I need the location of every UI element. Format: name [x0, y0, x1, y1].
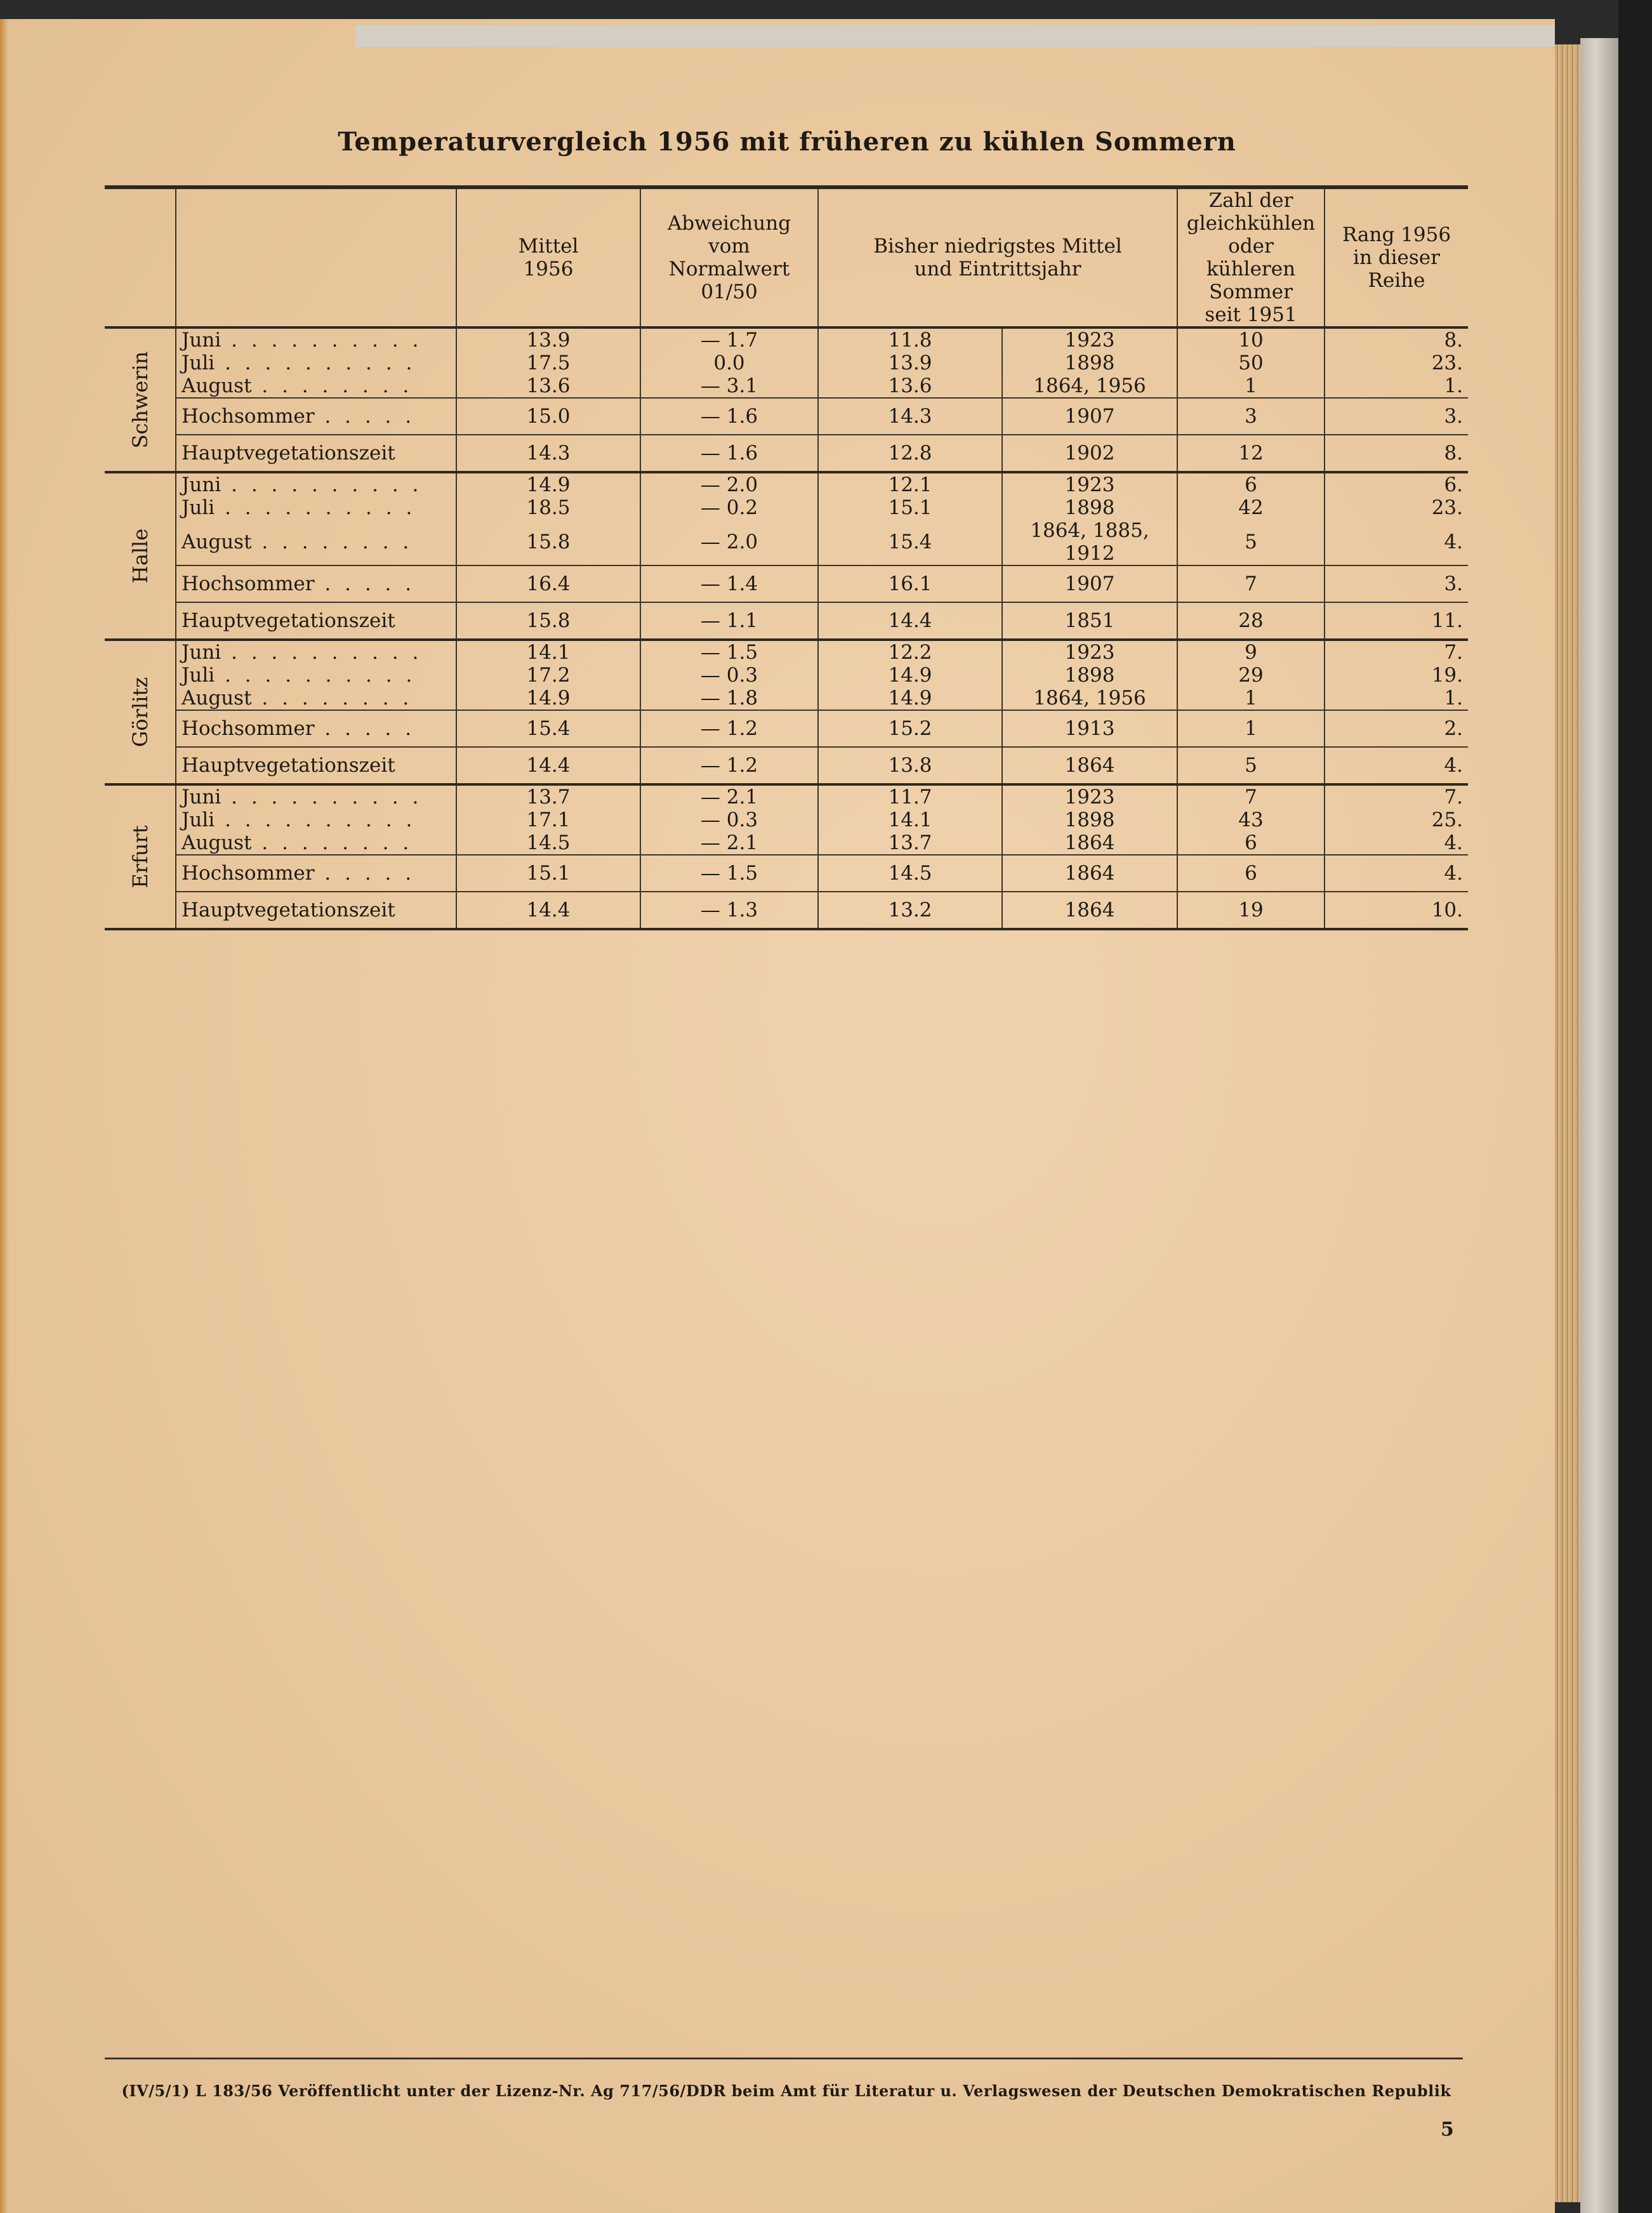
page-stack-edge [1555, 44, 1580, 2202]
table-row [105, 398, 1468, 435]
min-mittel-cell: 14.3 [818, 398, 1002, 435]
zahl-cell: 6 [1177, 472, 1325, 496]
year-cell: 1923 [1002, 472, 1177, 496]
min-mittel-cell: 15.2 [818, 710, 1002, 747]
table-row [105, 747, 1468, 784]
rang-cell: 8. [1444, 329, 1464, 352]
header-empty-region [105, 187, 176, 327]
period-label: Hochsommer . . . . . [176, 565, 456, 602]
region-name: Schwerin [128, 351, 152, 449]
year-cell: 1898 [1002, 496, 1177, 519]
rang-cell: 3. [1325, 398, 1468, 435]
table-row [105, 519, 1468, 565]
zahl-cell: 5 [1177, 747, 1325, 784]
header-bisher: Bisher niedrigstes Mittel und Eintrittsjahr [818, 187, 1177, 327]
abweichung-cell: — 2.0 [640, 519, 818, 565]
abweichung-cell: — 2.1 [640, 831, 818, 855]
mittel-cell: 15.8 [456, 519, 640, 565]
mittel-cell: 14.1 [456, 640, 640, 664]
mittel-cell: 15.0 [456, 398, 640, 435]
year-cell: 1864, 1956 [1002, 687, 1177, 710]
table-row [105, 435, 1468, 472]
region-name: Erfurt [128, 825, 152, 889]
rang-cell: 4. [1325, 747, 1468, 784]
table-row [105, 496, 1468, 519]
period-label: Hauptvegetationszeit [176, 892, 456, 929]
year-cell: 1923 [1002, 784, 1177, 809]
abweichung-cell: — 0.2 [640, 496, 818, 519]
mittel-cell: 15.4 [456, 710, 640, 747]
period-label: Hochsommer . . . . . [176, 855, 456, 892]
year-cell: 1864 [1002, 747, 1177, 784]
zahl-cell: 29 [1177, 664, 1325, 687]
year-cell: 1907 [1002, 398, 1177, 435]
period-label: Juli . . . . . . . . . . [176, 352, 456, 374]
period-label: Juni . . . . . . . . . . [176, 640, 456, 664]
table-row [105, 687, 1468, 710]
table-row [105, 664, 1468, 687]
mittel-cell: 14.3 [456, 435, 640, 472]
rang-cell: 6. [1444, 473, 1464, 496]
rang-cell: 23. [1431, 352, 1464, 374]
abweichung-cell: — 1.3 [640, 892, 818, 929]
mittel-cell: 18.5 [456, 496, 640, 519]
abweichung-cell: — 0.3 [640, 664, 818, 687]
rang-cell: 3. [1325, 565, 1468, 602]
zahl-cell: 43 [1177, 809, 1325, 831]
book-spine [1580, 38, 1618, 2213]
table-row [105, 809, 1468, 831]
period-label: Juli . . . . . . . . . . [176, 664, 456, 687]
year-cell: 1898 [1002, 664, 1177, 687]
zahl-cell: 7 [1177, 565, 1325, 602]
abweichung-cell: — 1.4 [640, 565, 818, 602]
zahl-cell: 1 [1177, 374, 1325, 398]
mittel-cell: 15.8 [456, 602, 640, 640]
mittel-cell: 14.9 [456, 687, 640, 710]
min-mittel-cell: 14.9 [818, 687, 1002, 710]
period-label: August . . . . . . . . [176, 519, 456, 565]
period-label: Juni . . . . . . . . . . [176, 327, 456, 352]
period-label: Juli . . . . . . . . . . [176, 496, 456, 519]
min-mittel-cell: 14.9 [818, 664, 1002, 687]
rang-cell: 2. [1325, 710, 1468, 747]
table-row [105, 472, 1468, 496]
min-mittel-cell: 16.1 [818, 565, 1002, 602]
mittel-cell: 13.9 [456, 327, 640, 352]
footer-rule [105, 2058, 1463, 2059]
year-cell: 1907 [1002, 565, 1177, 602]
rang-cell: 10. [1325, 892, 1468, 929]
min-mittel-cell: 11.7 [818, 784, 1002, 809]
mittel-cell: 15.1 [456, 855, 640, 892]
mittel-cell: 13.7 [456, 784, 640, 809]
zahl-cell: 3 [1177, 398, 1325, 435]
publication-footer: (IV/5/1) L 183/56 Veröffentlicht unter der Lizenz-Nr. Ag 717/56/DDR beim Amt für Literatur u. Verlagswesen der Deutschen Demokratischen Republik [121, 2082, 1451, 2100]
table-row [105, 784, 1468, 809]
period-label: Hochsommer . . . . . [176, 710, 456, 747]
rang-cell: 19. [1431, 664, 1464, 687]
rang-cell: 23. [1431, 496, 1464, 519]
year-cell: 1864 [1002, 855, 1177, 892]
min-mittel-cell: 15.4 [818, 519, 1002, 565]
zahl-cell: 9 [1177, 640, 1325, 664]
zahl-cell: 28 [1177, 602, 1325, 640]
table-body [105, 327, 1468, 929]
header-rang: Rang 1956 in dieser Reihe [1325, 187, 1468, 327]
year-cell: 1898 [1002, 352, 1177, 374]
year-cell: 1864, 1956 [1002, 374, 1177, 398]
page-left-edge [0, 19, 9, 2213]
mittel-cell: 17.2 [456, 664, 640, 687]
period-label: Hochsommer . . . . . [176, 398, 456, 435]
period-label: August . . . . . . . . [176, 374, 456, 398]
period-label: Hauptvegetationszeit [176, 602, 456, 640]
zahl-cell: 1 [1177, 687, 1325, 710]
min-mittel-cell: 12.8 [818, 435, 1002, 472]
min-mittel-cell: 14.1 [818, 809, 1002, 831]
region-label [105, 640, 176, 784]
period-label: Hauptvegetationszeit [176, 435, 456, 472]
min-mittel-cell: 12.2 [818, 640, 1002, 664]
zahl-cell: 7 [1177, 784, 1325, 809]
rang-cell: 7. [1444, 786, 1464, 809]
abweichung-cell: — 3.1 [640, 374, 818, 398]
header-mittel: Mittel 1956 [456, 187, 640, 327]
table-row [105, 352, 1468, 374]
rang-cell: 1. [1444, 374, 1464, 397]
region-name: Halle [128, 528, 152, 584]
abweichung-cell: — 1.6 [640, 398, 818, 435]
zahl-cell: 19 [1177, 892, 1325, 929]
header-row [105, 187, 1468, 327]
abweichung-cell: — 1.1 [640, 602, 818, 640]
min-mittel-cell: 13.2 [818, 892, 1002, 929]
mittel-cell: 16.4 [456, 565, 640, 602]
table-row [105, 602, 1468, 640]
period-label: Hauptvegetationszeit [176, 747, 456, 784]
zahl-cell: 5 [1177, 519, 1325, 565]
header-abweichung: Abweichung vom Normalwert 01/50 [640, 187, 818, 327]
year-cell: 1913 [1002, 710, 1177, 747]
zahl-cell: 1 [1177, 710, 1325, 747]
min-mittel-cell: 14.5 [818, 855, 1002, 892]
rang-cell: 4. [1444, 531, 1464, 553]
mittel-cell: 13.6 [456, 374, 640, 398]
rang-cell: 4. [1444, 831, 1464, 854]
table-row [105, 855, 1468, 892]
zahl-cell: 42 [1177, 496, 1325, 519]
zahl-cell: 6 [1177, 855, 1325, 892]
abweichung-cell: — 1.8 [640, 687, 818, 710]
year-cell: 1898 [1002, 809, 1177, 831]
region-name: Görlitz [128, 677, 152, 748]
table-row [105, 831, 1468, 855]
year-cell: 1864, 1885, 1912 [1002, 519, 1177, 565]
abweichung-cell: 0.0 [640, 352, 818, 374]
min-mittel-cell: 13.6 [818, 374, 1002, 398]
period-label: Juli . . . . . . . . . . [176, 809, 456, 831]
region-label [105, 784, 176, 929]
zahl-cell: 6 [1177, 831, 1325, 855]
mittel-cell: 14.4 [456, 892, 640, 929]
rang-cell: 4. [1325, 855, 1468, 892]
rang-cell: 8. [1325, 435, 1468, 472]
mittel-cell: 17.1 [456, 809, 640, 831]
period-label: August . . . . . . . . [176, 687, 456, 710]
abweichung-cell: — 1.5 [640, 855, 818, 892]
page-number: 5 [1441, 2118, 1454, 2141]
period-label: Juni . . . . . . . . . . [176, 784, 456, 809]
abweichung-cell: — 1.5 [640, 640, 818, 664]
mittel-cell: 17.5 [456, 352, 640, 374]
period-label: August . . . . . . . . [176, 831, 456, 855]
min-mittel-cell: 15.1 [818, 496, 1002, 519]
min-mittel-cell: 13.9 [818, 352, 1002, 374]
scan-top-band [355, 25, 1555, 47]
year-cell: 1923 [1002, 327, 1177, 352]
year-cell: 1851 [1002, 602, 1177, 640]
period-label: Juni . . . . . . . . . . [176, 472, 456, 496]
abweichung-cell: — 1.7 [640, 327, 818, 352]
scan-background [1618, 0, 1652, 2213]
abweichung-cell: — 1.2 [640, 747, 818, 784]
table-title: Temperaturvergleich 1956 mit früheren zu kühlen Sommern [338, 127, 1236, 157]
rang-cell: 25. [1431, 809, 1464, 831]
abweichung-cell: — 1.6 [640, 435, 818, 472]
header-zahl: Zahl der gleichkühlen oder kühleren Sommer seit 1951 [1177, 187, 1325, 327]
header-empty-period [176, 187, 456, 327]
mittel-cell: 14.4 [456, 747, 640, 784]
year-cell: 1902 [1002, 435, 1177, 472]
abweichung-cell: — 1.2 [640, 710, 818, 747]
zahl-cell: 10 [1177, 327, 1325, 352]
zahl-cell: 12 [1177, 435, 1325, 472]
region-label [105, 472, 176, 640]
year-cell: 1923 [1002, 640, 1177, 664]
rang-cell: 11. [1325, 602, 1468, 640]
temperature-table [105, 185, 1468, 930]
min-mittel-cell: 14.4 [818, 602, 1002, 640]
rang-cell: 7. [1444, 641, 1464, 664]
year-cell: 1864 [1002, 892, 1177, 929]
min-mittel-cell: 12.1 [818, 472, 1002, 496]
mittel-cell: 14.5 [456, 831, 640, 855]
min-mittel-cell: 13.8 [818, 747, 1002, 784]
zahl-cell: 50 [1177, 352, 1325, 374]
table-row [105, 565, 1468, 602]
min-mittel-cell: 13.7 [818, 831, 1002, 855]
table-row [105, 374, 1468, 398]
abweichung-cell: — 2.0 [640, 472, 818, 496]
year-cell: 1864 [1002, 831, 1177, 855]
table-row [105, 640, 1468, 664]
table-row [105, 327, 1468, 352]
table-row [105, 710, 1468, 747]
min-mittel-cell: 11.8 [818, 327, 1002, 352]
rang-cell: 1. [1444, 687, 1464, 710]
mittel-cell: 14.9 [456, 472, 640, 496]
abweichung-cell: — 2.1 [640, 784, 818, 809]
abweichung-cell: — 0.3 [640, 809, 818, 831]
table-row [105, 892, 1468, 929]
region-label [105, 327, 176, 472]
